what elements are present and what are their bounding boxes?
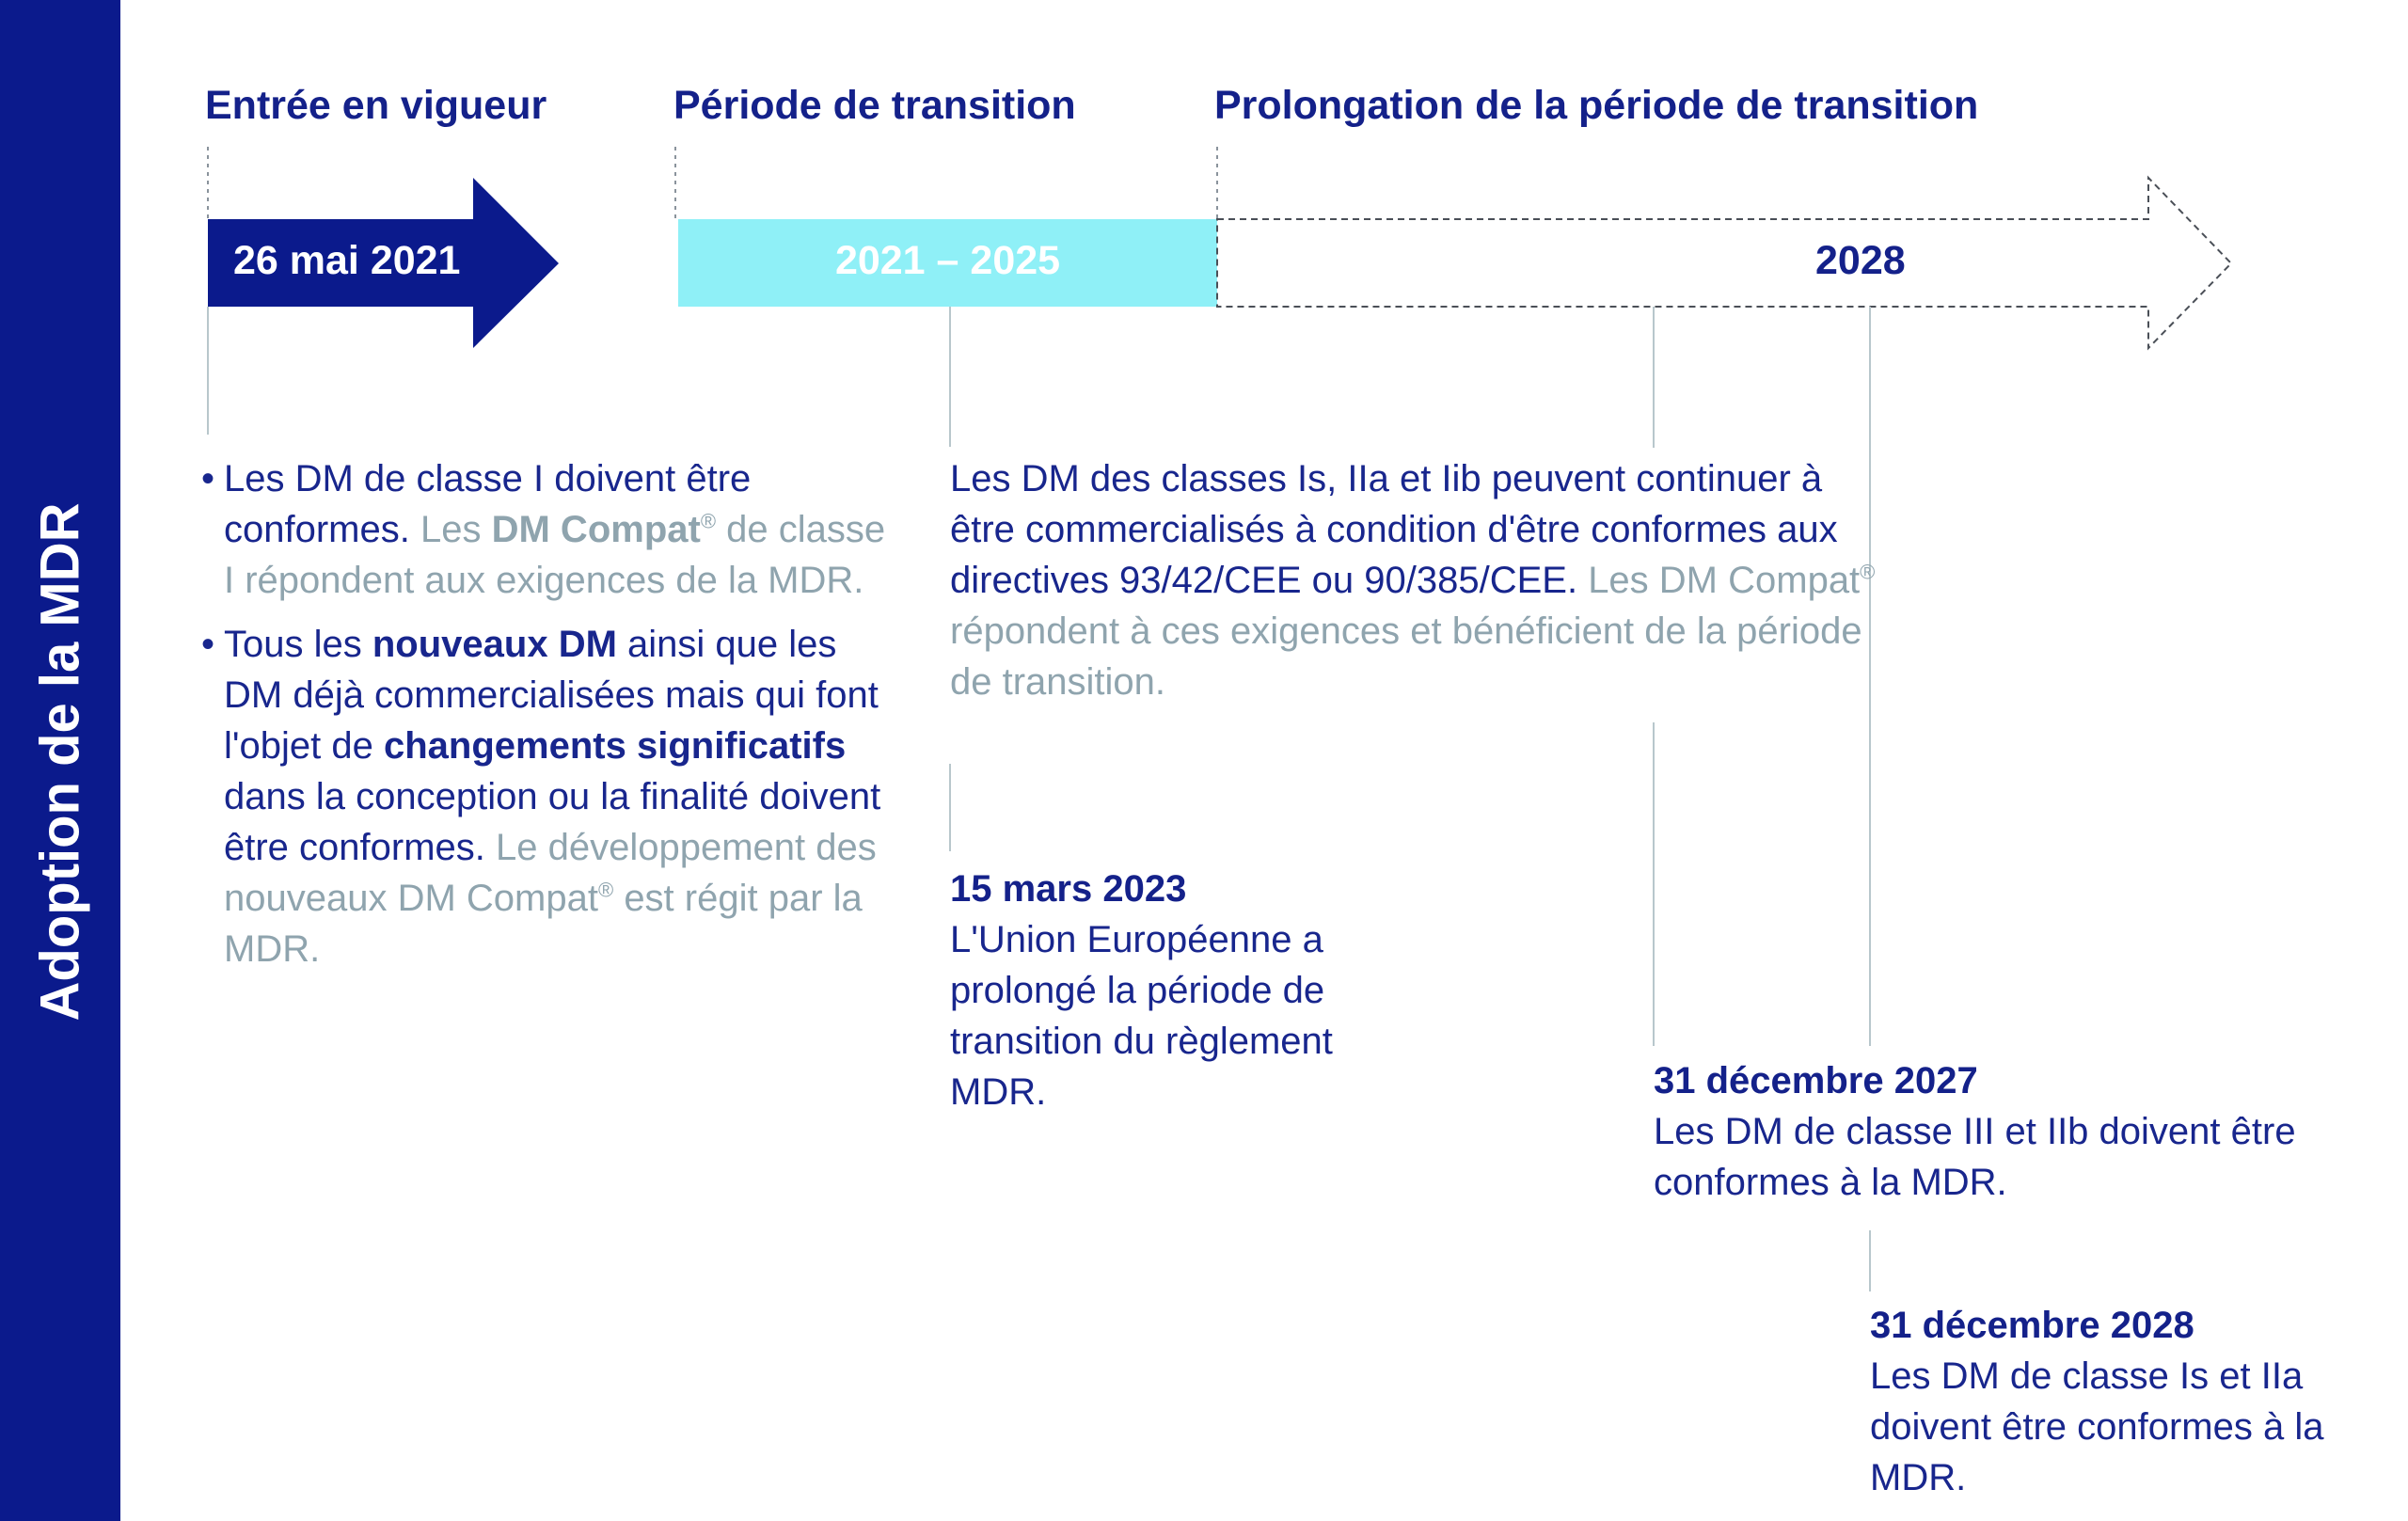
- milestone-2027-text: Les DM de classe III et IIb doivent être conformes à la MDR.: [1654, 1111, 2296, 1203]
- extension-arrow: [1217, 178, 2231, 348]
- header-entry: Entrée en vigueur: [205, 83, 547, 128]
- entry-date-label: 26 mai 2021: [233, 238, 461, 283]
- product-name: DM Compat: [491, 509, 701, 550]
- milestone-2028-text: Les DM de classe Is et IIa doivent être conformes à la MDR.: [1870, 1355, 2324, 1498]
- milestone-2028: [1870, 1300, 2397, 1503]
- header-extension: Prolongation de la période de transition: [1214, 83, 1979, 128]
- milestone-2023-date: 15 mars 2023: [950, 868, 1187, 910]
- side-title: Adoption de la MDR: [29, 502, 91, 1022]
- milestone-2027: [1654, 1055, 2368, 1208]
- milestone-2023-text: L'Union Européenne a prolongé la période de transition du règlement MDR.: [950, 919, 1333, 1113]
- bullet-new-dm: • Tous les nouveaux DM ainsi que les DM déjà commercialisées mais qui font l'objet de changements significatifs dans la conception ou la finalité doivent être conformes. Le développement des nouveaux DM Compat® est régit par la MDR.: [201, 624, 881, 970]
- header-transition: Période de transition: [673, 83, 1076, 128]
- milestone-2027-date: 31 décembre 2027: [1654, 1060, 1978, 1101]
- extension-year-label: 2028: [1815, 238, 1906, 283]
- entry-requirements: [201, 453, 897, 988]
- transition-period-label: 2021 – 2025: [834, 238, 1061, 283]
- bullet-class-i: • Les DM de classe I doivent être conformes. Les DM Compat® de classe I répondent aux exigences de la MDR.: [201, 458, 886, 601]
- milestone-2028-date: 31 décembre 2028: [1870, 1305, 2194, 1346]
- transition-description: Les DM des classes Is, IIa et Iib peuvent continuer à être commercialisés à condition d'être conformes aux directives 93/42/CEE ou 90/385/CEE. Les DM Compat® répondent à ces exigences et bénéficient de la période de transition.: [950, 458, 1876, 703]
- milestone-2023: [950, 863, 1420, 1117]
